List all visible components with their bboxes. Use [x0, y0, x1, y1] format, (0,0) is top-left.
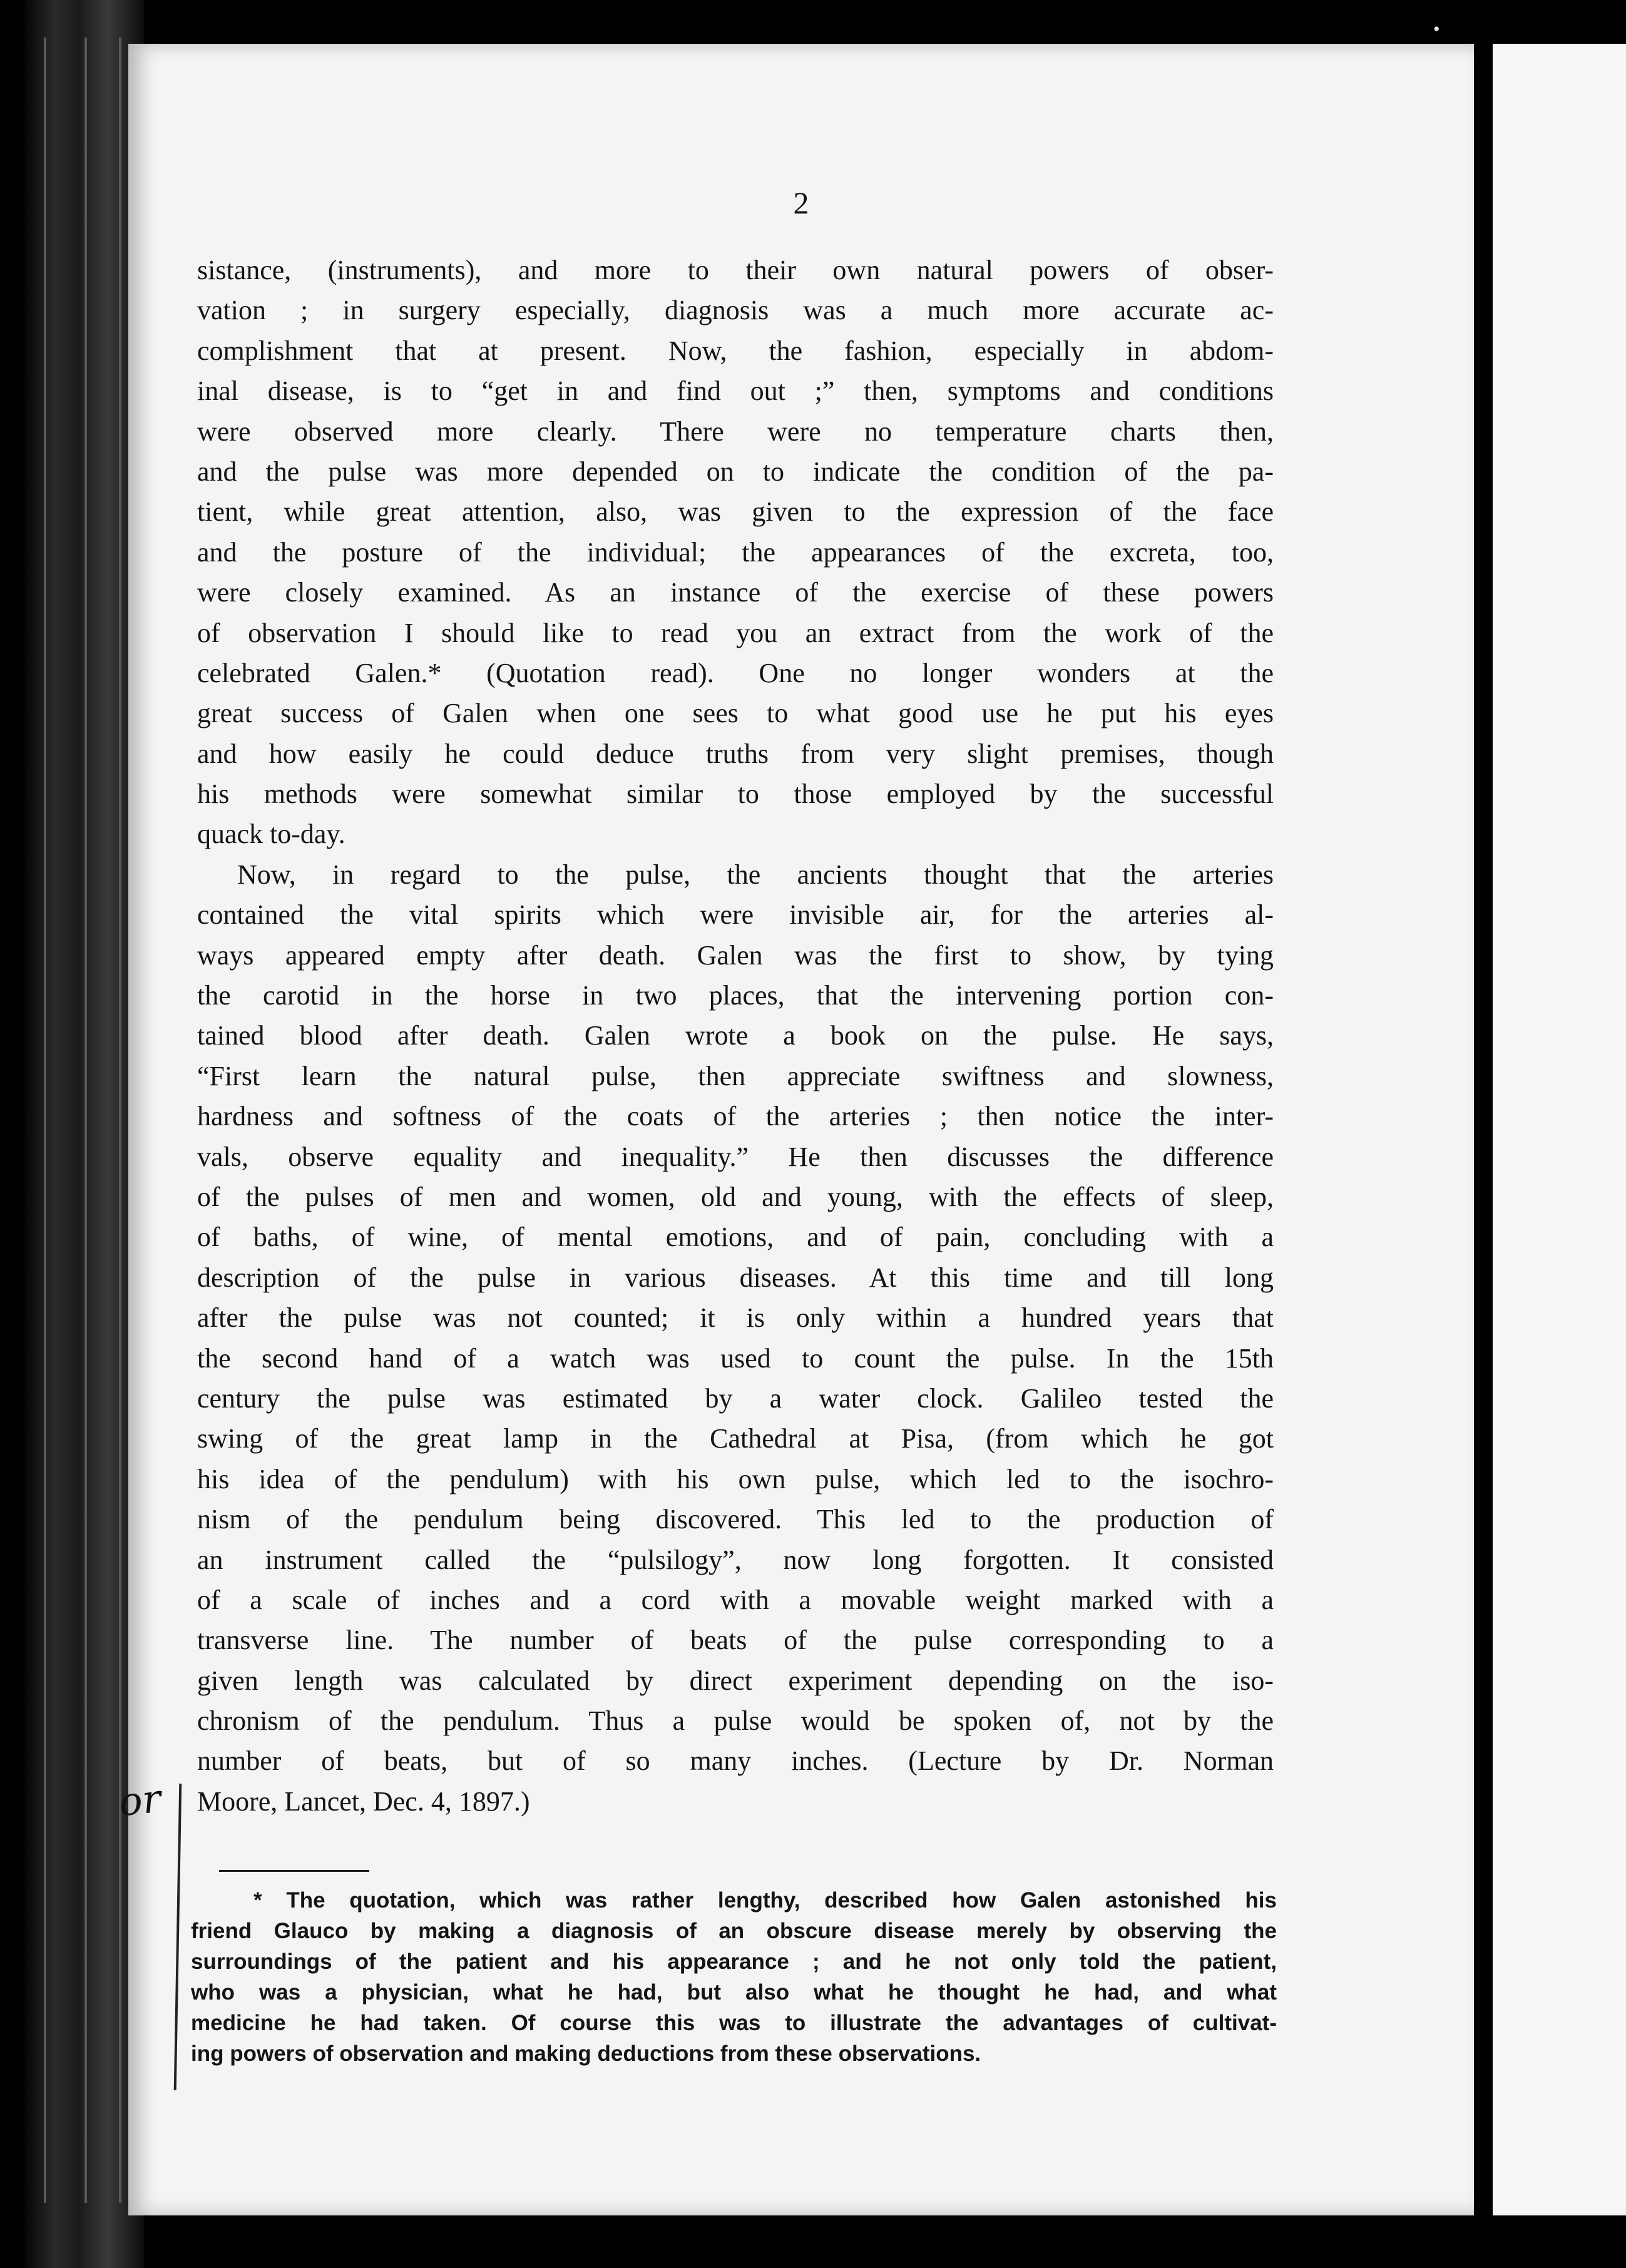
binding-edge-line [84, 38, 87, 2203]
text-line: and how easily he could deduce truths from very slight premises, though [197, 738, 1274, 769]
text-line: were observed more clearly. There were no temperature charts then, [197, 416, 1274, 447]
text-line: nism of the pendulum being discovered. This led to the production of [197, 1504, 1274, 1535]
footnote-line: friend Glauco by making a diagnosis of an obscure disease merely by observing the [191, 1919, 1277, 1943]
footnote-line: medicine he had taken. Of course this was to illustrate the advantages of cultivat- [191, 2011, 1277, 2035]
footnote [191, 1885, 1277, 2069]
text-line: vation ; in surgery especially, diagnosis was a much more accurate ac- [197, 295, 1274, 326]
text-line: chronism of the pendulum. Thus a pulse would be spoken of, not by the [197, 1705, 1274, 1737]
text-line: his idea of the pendulum) with his own pulse, which led to the isochro- [197, 1463, 1274, 1494]
text-line: contained the vital spirits which were invisible air, for the arteries al- [197, 899, 1274, 931]
text-line: an instrument called the “pulsilogy”, now long forgotten. It consisted [197, 1544, 1274, 1575]
text-line: and the pulse was more depended on to indicate the condition of the pa- [197, 456, 1274, 487]
text-line: description of the pulse in various diseases. At this time and till long [197, 1262, 1274, 1293]
text-line: tient, while great attention, also, was given to the expression of the face [197, 496, 1274, 528]
text-line: sistance, (instruments), and more to their own natural powers of obser- [197, 255, 1274, 285]
binding-edge-line [119, 38, 121, 2203]
text-line: transverse line. The number of beats of the pulse corresponding to a [197, 1625, 1274, 1656]
text-line: tained blood after death. Galen wrote a book on the pulse. He says, [197, 1020, 1274, 1051]
page-number: 2 [793, 185, 809, 220]
footnote-line: * The quotation, which was rather lengthy, described how Galen astonished his [253, 1888, 1277, 1913]
text-line: celebrated Galen.* (Quotation read). One no longer wonders at the [197, 657, 1274, 688]
text-line: great success of Galen when one sees to what good use he put his eyes [197, 698, 1274, 729]
text-line: the second hand of a watch was used to count the pulse. In the 15th [197, 1342, 1274, 1374]
facing-page-edge [1493, 44, 1626, 2215]
footnote-rule [219, 1870, 369, 1872]
text-line: after the pulse was not counted; it is only within a hundred years that [197, 1302, 1274, 1334]
page-gutter [1474, 25, 1493, 2234]
footnote-line: ing powers of observation and making deductions from these observations. [191, 2041, 981, 2066]
text-line: given length was calculated by direct experiment depending on the iso- [197, 1665, 1274, 1696]
text-line: complishment that at present. Now, the fashion, especially in abdom- [197, 335, 1274, 366]
footnote-line: surroundings of the patient and his appearance ; and he not only told the patient, [191, 1949, 1277, 1974]
text-line: of the pulses of men and women, old and young, with the effects of sleep, [197, 1181, 1274, 1212]
text-line: and the posture of the individual; the appearances of the excreta, too, [197, 536, 1274, 568]
text-line: century the pulse was estimated by a water clock. Galileo tested the [197, 1382, 1274, 1414]
text-line: hardness and softness of the coats of the arteries ; then notice the inter- [197, 1101, 1274, 1132]
text-line: quack to-day. [197, 819, 345, 850]
text-line: inal disease, is to “get in and find out ;” then, symptoms and conditions [197, 375, 1274, 407]
binding-edge-line [44, 38, 46, 2203]
text-line: ways appeared empty after death. Galen was the first to show, by tying [197, 939, 1274, 971]
paragraph-start-line: Now, in regard to the pulse, the ancients thought that the arteries [237, 859, 1274, 890]
text-line: of observation I should like to read you an extract from the work of the [197, 617, 1274, 648]
body-text [197, 250, 1274, 1822]
scan-speck: • [1433, 19, 1440, 39]
text-line: his methods were somewhat similar to those employed by the successful [197, 779, 1274, 810]
text-line: number of beats, but of so many inches. (Lecture by Dr. Norman [197, 1745, 1274, 1777]
text-line: were closely examined. As an instance of the exercise of these powers [197, 577, 1274, 608]
text-line: of a scale of inches and a cord with a movable weight marked with a [197, 1584, 1274, 1615]
text-line: of baths, of wine, of mental emotions, and of pain, concluding with a [197, 1222, 1274, 1253]
text-line: Moore, Lancet, Dec. 4, 1897.) [197, 1785, 530, 1817]
text-line: swing of the great lamp in the Cathedral at Pisa, (from which he got [197, 1423, 1274, 1454]
text-line: “First learn the natural pulse, then appreciate swiftness and slowness, [197, 1060, 1274, 1091]
text-line: the carotid in the horse in two places, that the intervening portion con- [197, 980, 1274, 1011]
footnote-line: who was a physician, what he had, but also what he thought he had, and what [191, 1980, 1277, 2005]
handwritten-margin-note: or [116, 1775, 163, 1826]
text-line: vals, observe equality and inequality.” He then discusses the difference [197, 1141, 1274, 1172]
document-page [128, 44, 1474, 2215]
book-binding [25, 0, 144, 2268]
